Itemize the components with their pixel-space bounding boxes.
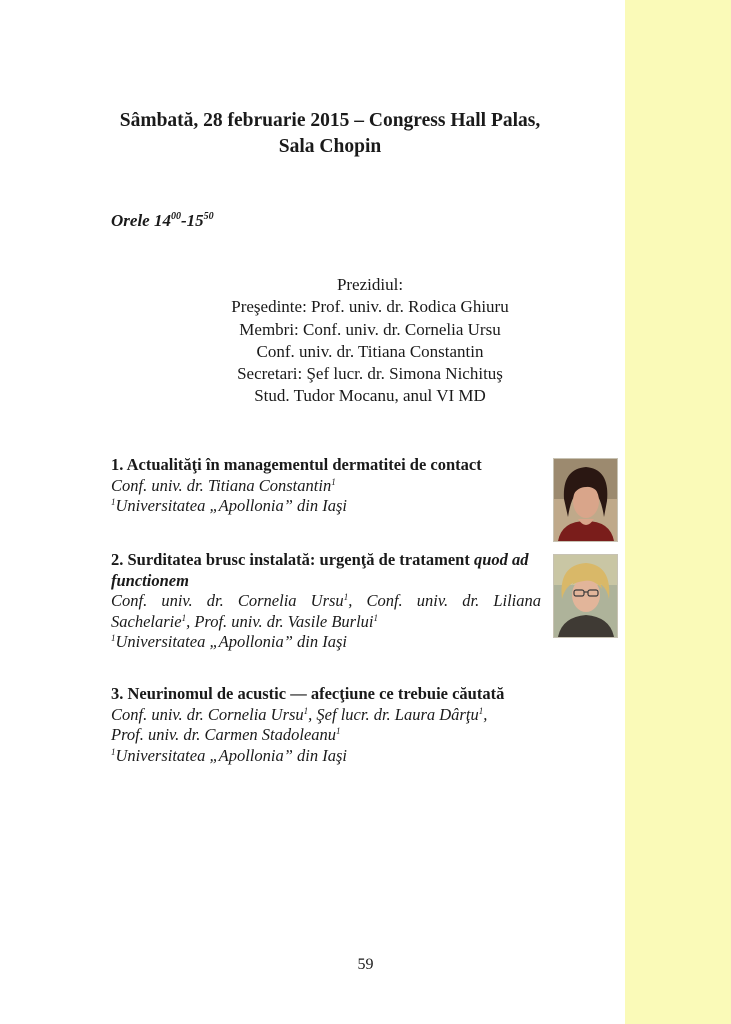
talk-3 [111, 684, 541, 766]
talk-2-authors: Conf. univ. dr. Cornelia Ursu$^1$, Conf. univ. dr. Liliana Sachelarie$^1$, Prof. univ. dr. Vasile Burlui$^1$ [111, 591, 542, 631]
speaker-photo-1-image [554, 459, 617, 541]
presidium-title: Prezidiul: [336, 275, 404, 294]
talk-1-affiliation: $^1$Universitatea „Apollonia” din Iaşi [111, 496, 347, 515]
presidium-student: Stud. Tudor Mocanu, anul VI MD [254, 386, 486, 406]
talk-2-affiliation: $^1$Universitatea „Apollonia” din Iaşi [111, 632, 347, 651]
speaker-photo-1 [554, 459, 617, 541]
talk-1-authors: Conf. univ. dr. Titiana Constantin$^1$ [111, 475, 336, 495]
talk-3-authors-line-2: Prof. univ. dr. Carmen Stadoleanu$^1$ [111, 725, 341, 744]
talk-3-authors-line-1: Conf. univ. dr. Cornelia Ursu$^1$, Şef lucr. dr. Laura Dârţu$^1$, [111, 704, 488, 724]
side-color-band [625, 0, 731, 1024]
header-line-2: Sala Chopin [278, 136, 382, 157]
header-line-1: Sâmbată, 28 februarie 2015 – Congress Hall Palas, [119, 110, 541, 131]
session-hours: Orele $14^{00}-15^{50}$ [111, 211, 214, 230]
talk-2 [111, 550, 541, 653]
presidium-members: Membri: Conf. univ. dr. Cornelia Ursu [239, 319, 501, 339]
presidium-block [160, 274, 580, 408]
talk-1-title: 1. Actualităţi în managementul dermatitei de contact [111, 455, 482, 474]
presidium-secretaries: Secretari: Şef lucr. dr. Simona Nichituş [237, 364, 503, 384]
session-header [110, 108, 550, 160]
talk-3-affiliation: $^1$Universitatea „Apollonia” din Iaşi [111, 745, 347, 765]
talk-3-title: 3. Neurinomul de acustic — afecţiune ce trebuie căutată [111, 684, 505, 703]
speaker-photo-2-image [554, 555, 617, 637]
presidium-president: Preşedinte: Prof. univ. dr. Rodica Ghiuru [231, 297, 509, 317]
presidium-member-2: Conf. univ. dr. Titiana Constantin [256, 341, 484, 361]
page-number: 59 [357, 956, 374, 973]
talk-1 [111, 455, 541, 517]
speaker-photo-2 [554, 555, 617, 637]
talk-2-title: 2. Surditatea brusc instalată: urgenţă de tratament quod ad functionem [111, 550, 529, 590]
